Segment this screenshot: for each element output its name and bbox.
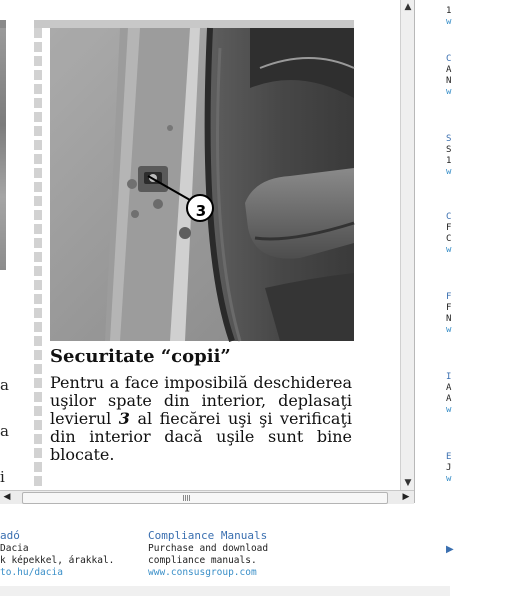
sidebar-ad-url[interactable]: w	[446, 245, 452, 255]
body-text-part: Pentru a face imposibilă deschiderea uşilor spate din interior, deplasaţi levierul	[50, 373, 352, 428]
sidebar-ad-url[interactable]: w	[446, 87, 452, 97]
sidebar-ad-title[interactable]: C	[446, 54, 452, 64]
ad-description: Purchase and download	[148, 543, 269, 554]
sidebar-ad-text: F	[446, 303, 452, 313]
ad-url[interactable]: to.hu/dacia	[0, 567, 63, 578]
sidebar-ad-title[interactable]: C	[446, 212, 452, 222]
sidebar-ad[interactable]	[446, 6, 506, 28]
bottom-ad[interactable]	[148, 528, 268, 579]
sidebar-ad[interactable]	[446, 54, 506, 98]
sidebar-ad[interactable]	[446, 372, 506, 416]
previous-page-photo	[0, 28, 6, 270]
horizontal-scroll-thumb[interactable]	[22, 492, 388, 504]
sidebar-ad-text: J	[446, 463, 452, 473]
page-header-bar	[34, 20, 354, 28]
ad-title[interactable]: adó	[0, 529, 20, 542]
scroll-right-arrow-icon[interactable]: ▶	[402, 492, 410, 502]
sidebar-ad-text: C	[446, 234, 452, 244]
body-text-lever-number: 3	[118, 409, 130, 428]
ad-description: compliance manuals.	[148, 555, 257, 566]
scroll-grip-icon	[183, 495, 191, 501]
sidebar-ad[interactable]	[446, 452, 506, 485]
page-margin-strip	[34, 28, 42, 488]
previous-page-edge	[0, 0, 14, 490]
sidebar-ad-url[interactable]: w	[446, 325, 452, 335]
ad-description: k képekkel, árakkal.	[0, 555, 115, 566]
door-lock-photo	[50, 28, 354, 341]
sidebar-ad-title[interactable]: E	[446, 452, 452, 462]
bottom-ads	[0, 524, 450, 584]
sidebar-ad-text: A	[446, 394, 452, 404]
body-text-part: al fiecărei uşi şi verificaţi din interior dacă uşile sunt bine blocate.	[50, 409, 352, 464]
sidebar-ad-text: 1	[446, 6, 452, 16]
scroll-up-arrow-icon[interactable]: ▲	[404, 2, 412, 12]
sidebar-ad[interactable]	[446, 292, 506, 336]
ad-title[interactable]: Compliance Manuals	[148, 529, 268, 542]
previous-page-header-bar	[0, 20, 6, 28]
sidebar-ad-url[interactable]: w	[446, 474, 452, 484]
section-body-text	[50, 374, 352, 464]
scroll-left-arrow-icon[interactable]: ◀	[3, 492, 11, 502]
sidebar-ad-text: A	[446, 65, 452, 75]
sidebar-ad-title[interactable]: F	[446, 292, 452, 302]
sidebar-ad-text: A	[446, 383, 452, 393]
bottom-strip	[0, 586, 450, 596]
sidebar-ad-url[interactable]: w	[446, 17, 452, 27]
sidebar-ad-url[interactable]: w	[446, 405, 452, 415]
scroll-down-arrow-icon[interactable]: ▼	[404, 478, 412, 488]
sidebar-ad-url[interactable]: w	[446, 167, 452, 177]
vertical-scrollbar[interactable]	[400, 0, 415, 490]
section-heading: Securitate “copii”	[50, 346, 231, 367]
sidebar-ads	[430, 0, 450, 520]
ad-description: Dacia	[0, 543, 29, 554]
sidebar-ad-title[interactable]: S	[446, 134, 452, 144]
previous-page-text-fragment: a	[0, 422, 9, 440]
sidebar-ad-text: S	[446, 145, 452, 155]
sidebar-ad-text: N	[446, 76, 452, 86]
sidebar-ad[interactable]	[446, 134, 506, 178]
previous-page-text-fragment: i	[0, 468, 5, 486]
bottom-ad[interactable]	[0, 528, 114, 579]
callout-number: 3	[195, 202, 207, 220]
horizontal-scrollbar[interactable]	[0, 490, 414, 504]
sidebar-ad-text: N	[446, 314, 452, 324]
ad-url[interactable]: www.consusgroup.com	[148, 567, 257, 578]
sidebar-ad-text: 1	[446, 156, 452, 166]
sidebar-next-arrow-icon[interactable]: ▶	[446, 544, 454, 555]
viewer-border	[414, 0, 415, 503]
sidebar-ad[interactable]	[446, 212, 506, 256]
sidebar-ad-text: F	[446, 223, 452, 233]
previous-page-text-fragment: a	[0, 376, 9, 394]
sidebar-ad-title[interactable]: I	[446, 372, 452, 382]
